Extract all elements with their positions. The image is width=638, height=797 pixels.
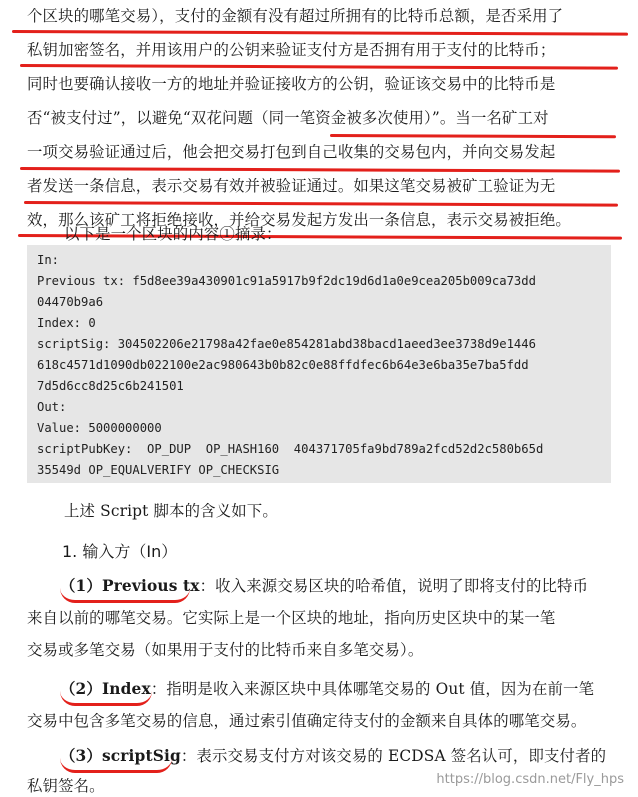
- item-text: ：指明是收入来源区块中具体哪笔交易的 Out 值，因为在前一笔: [150, 680, 595, 698]
- item-text: ：表示交易支付方对该交易的 ECDSA 签名认可，即支付者的: [180, 747, 607, 765]
- paragraph-line-5: 一项交易验证通过后，他会把交易打包到自己收集的交易包内，并向交易发起: [27, 143, 556, 161]
- red-underline: [20, 167, 620, 173]
- item-term: （1）Previous tx: [60, 577, 200, 595]
- code-line: 618c4571d1090db022100e2ac980643b0b82c0e88ffdfec6b64e3e6ba35e7ba5fdd: [37, 358, 529, 372]
- red-underline: [60, 588, 190, 603]
- paragraph-line-4: 否“被支付过”，以避免“双花问题（同一笔资金被多次使用）”。当一名矿工对: [27, 109, 549, 127]
- code-line: Out:: [37, 400, 67, 414]
- item-1-line-2: 来自以前的哪笔交易。它实际上是一个区块的地址，指向历史区块中的某一笔: [27, 609, 556, 627]
- paragraph-line-3: 同时也要确认接收一方的地址并验证接收方的公钥，验证该交易中的比特币是: [27, 75, 556, 93]
- item-2-line-2: 交易中包含多笔交易的信息，通过索引值确定待支付的金额来自具体的哪笔交易。: [27, 712, 587, 730]
- red-underline: [330, 134, 616, 138]
- code-line: Value: 5000000000: [37, 421, 162, 435]
- paragraph-line-6: 者发送一条信息，表示交易有效并被验证通过。如果这笔交易被矿工验证为无: [27, 177, 556, 195]
- code-line: Previous tx: f5d8ee39a430901c91a5917b9f2dc19d6d1a0e9cea205b009ca73dd: [37, 274, 536, 288]
- item-term: （2）Index: [60, 680, 151, 698]
- code-line: Index: 0: [37, 316, 96, 330]
- paragraph-line-7: 效，那么该矿工将拒绝接收，并给交易发起方发出一条信息，表示交易被拒绝。: [27, 211, 571, 229]
- code-intro: 以下是一个区块的内容①摘录：: [64, 225, 282, 243]
- red-underline: [20, 64, 618, 70]
- item-term: （3）scriptSig: [60, 747, 181, 765]
- section-heading: 1. 输入方（In）: [62, 542, 178, 561]
- red-underline: [60, 691, 152, 706]
- code-line: scriptPubKey: OP_DUP OP_HASH160 404371705fa9bd789a2fcd52d2c580b65d: [37, 442, 544, 456]
- script-note: 上述 Script 脚本的含义如下。: [64, 502, 278, 520]
- red-underline: [12, 30, 628, 36]
- item-text: ：收入来源交易区块的哈希值，说明了即将支付的比特币: [199, 577, 589, 595]
- red-underline: [60, 758, 172, 773]
- code-line: In:: [37, 253, 60, 267]
- item-1-line-3: 交易或多笔交易（如果用于支付的比特币来自多笔交易）。: [27, 641, 424, 659]
- code-line: 04470b9a6: [37, 295, 104, 309]
- item-3-line-2: 私钥签名。: [27, 777, 105, 795]
- code-line: 7d5d6cc8d25c6b241501: [37, 379, 184, 393]
- red-underline: [24, 201, 618, 207]
- paragraph-line-2: 私钥加密签名，并用该用户的公钥来验证支付方是否拥有用于支付的比特币；: [27, 41, 556, 59]
- code-line: scriptSig: 304502206e21798a42fae0e854281abd38bacd1aeed3ee3738d9e1446: [37, 337, 536, 351]
- paragraph-line-1: 个区块的哪笔交易），支付的金额有没有超过所拥有的比特币总额，是否采用了: [27, 7, 564, 25]
- watermark: https://blog.csdn.net/Fly_hps: [436, 772, 624, 787]
- code-line: 35549d OP_EQUALVERIFY OP_CHECKSIG: [37, 463, 280, 477]
